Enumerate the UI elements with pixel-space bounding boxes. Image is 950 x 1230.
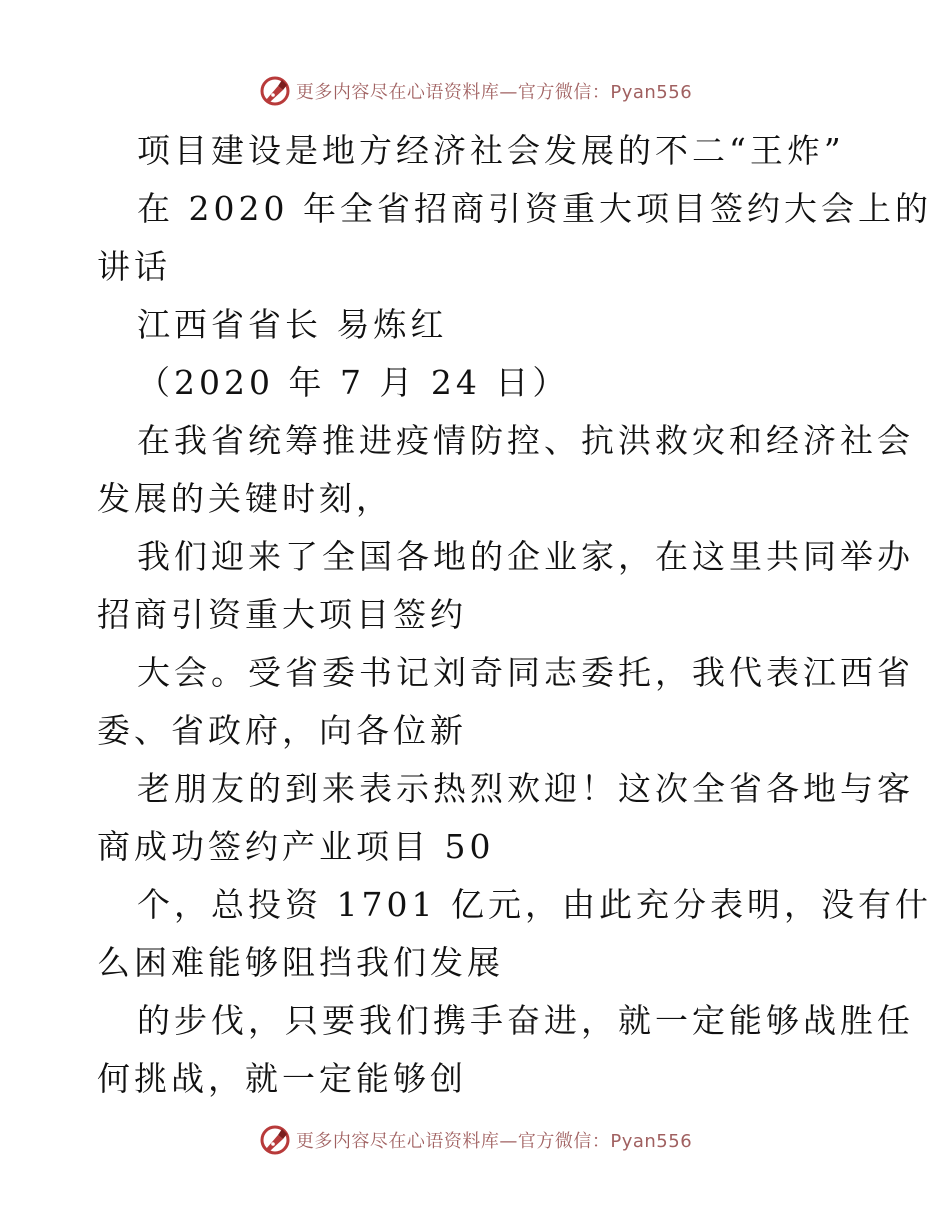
document-body: [97, 122, 932, 1108]
header-watermark-banner: [0, 71, 950, 111]
document-line: 讲话: [97, 247, 171, 286]
document-line: 大会。受省委书记刘奇同志委托，我代表江西省: [137, 653, 914, 692]
footer-watermark-banner: [0, 1120, 950, 1160]
document-line: （2020 年 7 月 24 日）: [137, 363, 570, 402]
watermark-text: 更多内容尽在心语资料库—官方微信：Pyan556: [295, 1131, 693, 1152]
document-line: 么困难能够阻挡我们发展: [97, 943, 504, 982]
document-line: 在我省统筹推进疫情防控、抗洪救灾和经济社会: [137, 421, 914, 460]
watermark-text: 更多内容尽在心语资料库—官方微信：Pyan556: [295, 82, 693, 103]
document-line: 的步伐，只要我们携手奋进，就一定能够战胜任: [137, 1001, 914, 1040]
pen-nib-logo-icon: [258, 1123, 292, 1157]
document-line: 项目建设是地方经济社会发展的不二“王炸”: [137, 131, 845, 170]
document-line: 何挑战，就一定能够创: [97, 1059, 467, 1098]
document-line: 委、省政府，向各位新: [97, 711, 467, 750]
document-line: 招商引资重大项目签约: [97, 595, 467, 634]
document-line: 发展的关键时刻，: [97, 479, 393, 518]
document-line: 老朋友的到来表示热烈欢迎！这次全省各地与客: [137, 769, 914, 808]
document-line: 个，总投资 1701 亿元，由此充分表明，没有什: [137, 885, 932, 924]
document-line: 在 2020 年全省招商引资重大项目签约大会上的: [137, 189, 932, 228]
document-line: 商成功签约产业项目 50: [97, 827, 495, 866]
document-line: 江西省省长 易炼红: [137, 305, 448, 344]
document-line: 我们迎来了全国各地的企业家，在这里共同举办: [137, 537, 914, 576]
pen-nib-logo-icon: [258, 74, 292, 108]
